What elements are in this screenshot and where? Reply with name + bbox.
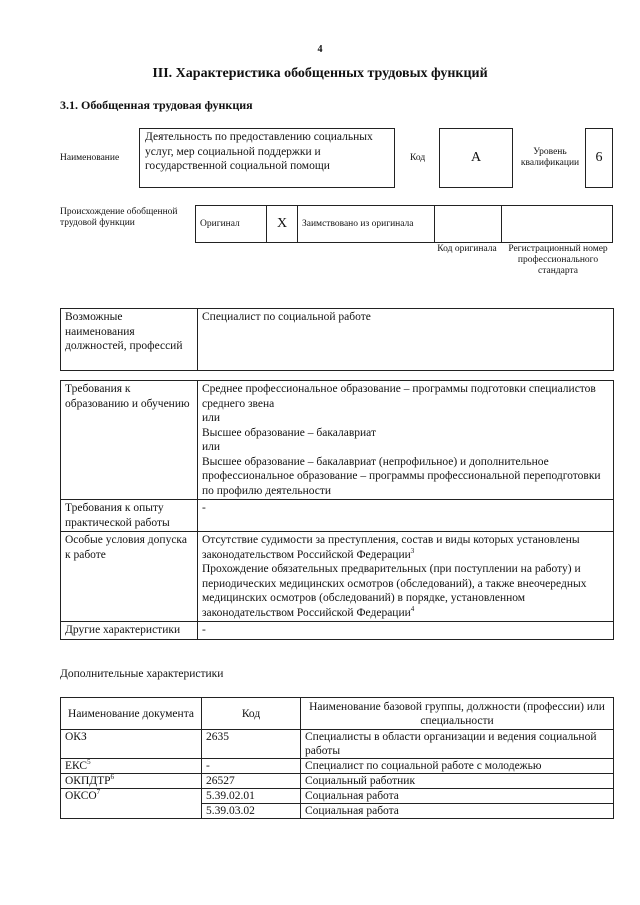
code-cell: 5.39.02.01 [202, 789, 301, 804]
code-cell: - [202, 759, 301, 774]
education-line-5: Высшее образование – бакалавриат (непрофильное) и дополнительное профессиональное образование – программы профессиональной переподготовки по профилю деятельности [202, 455, 601, 497]
education-line-4: или [202, 441, 221, 453]
experience-value: - [198, 500, 614, 532]
footnote-ref: 3 [410, 546, 415, 555]
code-cell: 26527 [202, 774, 301, 789]
code-original-caption: Код оригинала [437, 244, 497, 254]
name-cell: Социальная работа [301, 789, 614, 804]
additional-title: Дополнительные характеристики [60, 668, 224, 680]
footnote-ref: 6 [110, 773, 115, 782]
education-value [198, 381, 614, 500]
header-name: Наименование базовой группы, должности (профессии) или специальности [301, 698, 614, 730]
origin-label: Происхождение обобщенной трудовой функции [60, 207, 178, 228]
table-row [61, 804, 614, 819]
table-row [61, 774, 614, 789]
education-line-2: или [202, 412, 221, 424]
doc-name: ЕКС [65, 760, 88, 772]
origin-table [195, 205, 613, 243]
name-cell: Специалист по социальной работе с молодежью [301, 759, 614, 774]
original-mark: X [267, 206, 298, 243]
code-cell: 5.39.03.02 [202, 804, 301, 819]
name-label: Наименование [60, 153, 120, 163]
page-number: 4 [317, 44, 323, 55]
table-row [61, 789, 614, 804]
original-label: Оригинал [196, 206, 267, 243]
footnote-ref: 5 [87, 758, 91, 767]
subsection-title: 3.1. Обобщенная трудовая функция [60, 98, 253, 112]
additional-table [60, 697, 614, 819]
special-condition-2: Прохождение обязательных предварительных (при поступлении на работу) и периодических медицинских осмотров (обследований), а также внеочередных медицинских осмотров (обследований) в порядке, установленном законодательством Российской Федерации$^4$ [202, 563, 587, 619]
special-conditions-value [198, 532, 614, 622]
code-original-cell [435, 206, 502, 243]
section-title: III. Характеристика обобщенных трудовых функций [152, 66, 488, 81]
doc-name: ОКСО [65, 790, 97, 802]
doc-name: ОКПДТР [65, 775, 111, 787]
other-value: - [198, 622, 614, 640]
code-label: Код [410, 153, 426, 163]
special-condition-1: Отсутствие судимости за преступления, состав и виды которых установлены законодательством Российской Федерации$^3$ [202, 534, 580, 561]
name-cell: Социальная работа [301, 804, 614, 819]
header-document: Наименование документа [61, 698, 202, 730]
footnote-ref: 7 [96, 788, 101, 797]
positions-value: Специалист по социальной работе [198, 309, 614, 371]
other-label: Другие характеристики [61, 622, 198, 640]
level-value: 6 [585, 128, 613, 188]
doc-name: ОКЗ [65, 731, 87, 743]
borrowed-label: Заимствовано из оригинала [298, 206, 435, 243]
table-row [61, 759, 614, 774]
code-cell: 2635 [202, 730, 301, 759]
experience-label: Требования к опыту практической работы [61, 500, 198, 532]
special-conditions-label: Особые условия допуска к работе [61, 532, 198, 622]
header-code: Код [202, 698, 301, 730]
requirements-table [60, 380, 614, 640]
education-line-3: Высшее образование – бакалавриат [202, 426, 376, 439]
table-row [61, 730, 614, 759]
function-name-value: Деятельность по предоставлению социальных услуг, мер социальной поддержки и государственной социальной помощи [139, 128, 395, 188]
name-cell: Социальный работник [301, 774, 614, 789]
reg-number-cell [502, 206, 613, 243]
positions-label: Возможные наименования должностей, профессий [61, 309, 198, 371]
code-value: А [439, 128, 513, 188]
education-label: Требования к образованию и обучению [61, 381, 198, 500]
positions-table [60, 308, 614, 371]
footnote-ref: 4 [410, 604, 415, 613]
level-label: Уровень квалификации [520, 147, 580, 168]
education-line-1: Среднее профессиональное образование – программы подготовки специалистов среднего звена [202, 383, 596, 410]
reg-number-caption: Регистрационный номер профессионального стандарта [508, 244, 608, 276]
name-cell: Специалисты в области организации и ведения социальной работы [301, 730, 614, 759]
